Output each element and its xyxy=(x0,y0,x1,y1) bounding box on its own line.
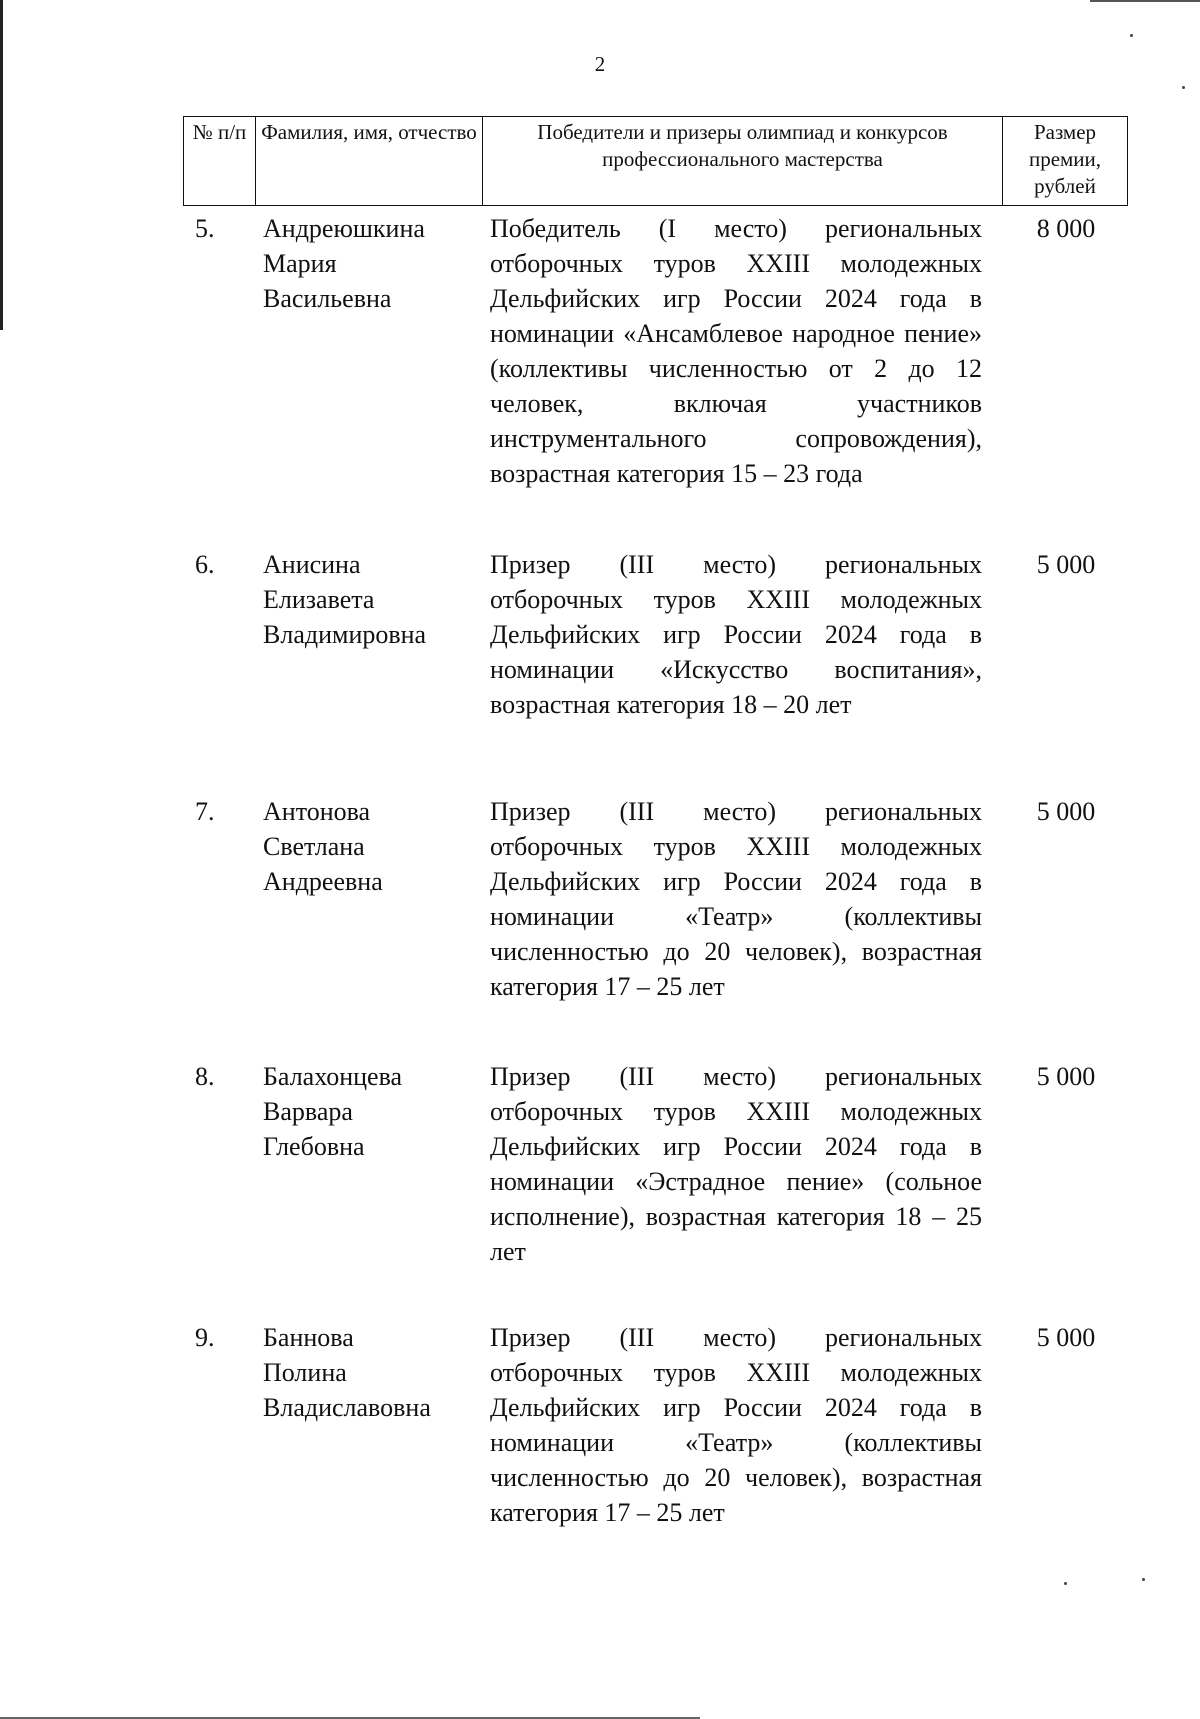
first-name: Елизавета xyxy=(263,585,375,614)
recipient-name xyxy=(263,794,463,899)
prize-amount: 8 000 xyxy=(1036,214,1096,243)
row-number: 7. xyxy=(195,797,215,826)
scan-speck xyxy=(1142,1578,1145,1581)
row-number: 6. xyxy=(195,550,215,579)
header-prize-column: Размер премии, рублей xyxy=(1003,117,1128,206)
surname: Балахонцева xyxy=(263,1062,403,1091)
scan-speck xyxy=(1064,1582,1067,1585)
first-name: Мария xyxy=(263,249,337,278)
header-number-column: № п/п xyxy=(184,117,256,206)
achievement-description: Призер (III место) региональных отборочных туров XXIII молодежных Дельфийских игр России 2024 года в номинации «Эстрадное пение» (сольное исполнение), возрастная категория 18 – 25 лет xyxy=(490,1062,982,1266)
row-number: 8. xyxy=(195,1062,215,1091)
prize-amount: 5 000 xyxy=(1036,797,1096,826)
patronymic: Владимировна xyxy=(263,620,427,649)
header-achievement-column: Победители и призеры олимпиад и конкурсов профессионального мастерства xyxy=(483,117,1003,206)
page-number: 2 xyxy=(594,52,606,76)
surname: Антонова xyxy=(263,797,371,826)
achievement-description: Победитель (I место) региональных отборочных туров XXIII молодежных Дельфийских игр России 2024 года в номинации «Ансамблевое народное пение» (коллективы численностью от 2 до 12 человек, включая участников инструментального сопровождения), возрастная категория 15 – 23 года xyxy=(490,214,982,488)
surname: Баннова xyxy=(263,1323,354,1352)
patronymic: Владиславовна xyxy=(263,1393,431,1422)
prize-amount: 5 000 xyxy=(1036,1323,1096,1352)
table-header xyxy=(183,116,1128,206)
recipient-name xyxy=(263,1320,463,1425)
header-name-column: Фамилия, имя, отчество xyxy=(256,117,483,206)
recipient-name xyxy=(263,547,463,652)
patronymic: Андреевна xyxy=(263,867,383,896)
achievement-description: Призер (III место) региональных отборочных туров XXIII молодежных Дельфийских игр России 2024 года в номинации «Театр» (коллективы численностью до 20 человек), возрастная категория 17 – 25 лет xyxy=(490,797,982,1001)
scan-speck xyxy=(1130,34,1133,37)
scan-edge-top xyxy=(1090,0,1200,2)
prize-amount: 5 000 xyxy=(1036,550,1096,579)
patronymic: Васильевна xyxy=(263,284,392,313)
first-name: Полина xyxy=(263,1358,347,1387)
row-number: 9. xyxy=(195,1323,215,1352)
first-name: Варвара xyxy=(263,1097,353,1126)
recipient-name xyxy=(263,211,463,316)
surname: Андреюшкина xyxy=(263,214,425,243)
first-name: Светлана xyxy=(263,832,365,861)
row-number: 5. xyxy=(195,214,215,243)
scan-speck xyxy=(1182,86,1185,89)
patronymic: Глебовна xyxy=(263,1132,365,1161)
prize-amount: 5 000 xyxy=(1036,1062,1096,1091)
achievement-description: Призер (III место) региональных отборочных туров XXIII молодежных Дельфийских игр России 2024 года в номинации «Театр» (коллективы численностью до 20 человек), возрастная категория 17 – 25 лет xyxy=(490,1323,982,1527)
surname: Анисина xyxy=(263,550,361,579)
recipient-name xyxy=(263,1059,463,1164)
achievement-description: Призер (III место) региональных отборочных туров XXIII молодежных Дельфийских игр России 2024 года в номинации «Искусство воспитания», возрастная категория 18 – 20 лет xyxy=(490,550,982,719)
scan-edge-left xyxy=(0,0,3,330)
